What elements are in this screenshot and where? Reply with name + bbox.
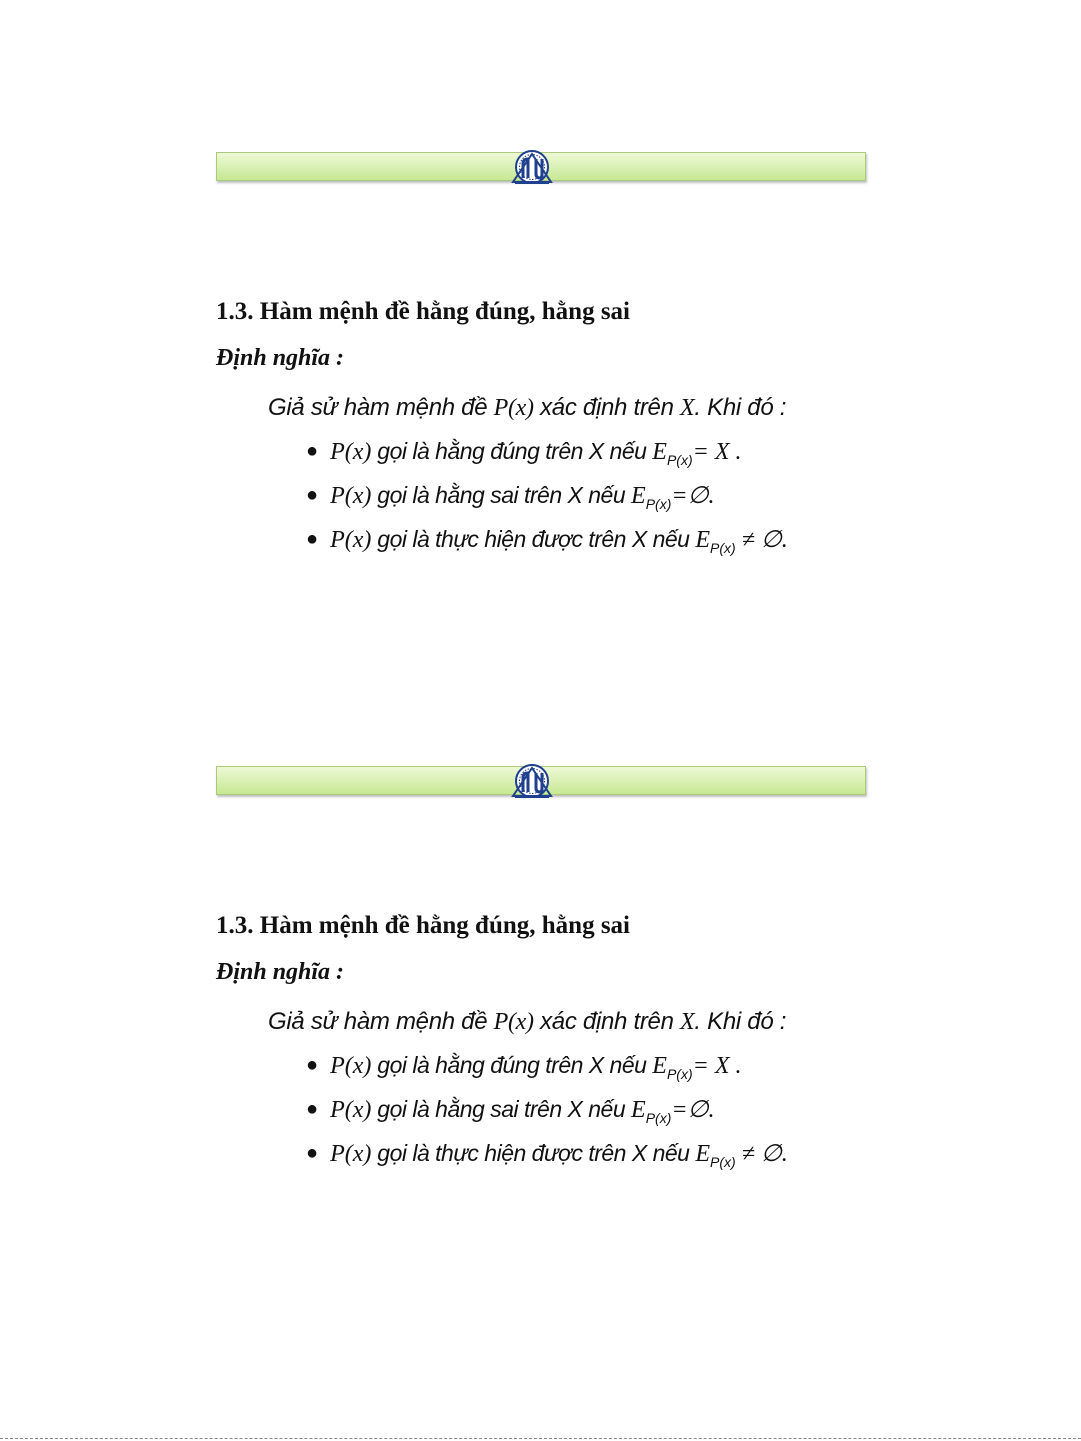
- list-item: [306, 481, 714, 512]
- list-item: [306, 1095, 714, 1126]
- bullet-tail: =∅.: [671, 483, 715, 509]
- bullet-e: E: [631, 1097, 646, 1123]
- bullet-text: gọi là hằng sai trên X nếu: [371, 482, 632, 508]
- bullet-sub: P(x): [710, 539, 736, 556]
- list-item: [306, 1052, 742, 1082]
- bullet-px: P(x): [330, 1053, 372, 1079]
- bullet-dot-icon: ●: [306, 528, 319, 550]
- page-bottom-divider: [0, 1438, 1081, 1439]
- bullet-tail: = X .: [692, 1053, 742, 1079]
- intro-text-c: . Khi đó :: [694, 1008, 787, 1035]
- bullet-dot-icon: ●: [306, 1098, 319, 1120]
- bullet-sub: P(x): [645, 1109, 672, 1126]
- definition-intro: [268, 1008, 786, 1036]
- bullet-e: E: [652, 1053, 667, 1079]
- bullet-text: gọi là thực hiện được trên X nếu: [371, 526, 696, 552]
- intro-x: X: [680, 395, 695, 421]
- bullet-tail: = X .: [692, 439, 742, 465]
- list-item: [306, 438, 742, 468]
- bullet-text: gọi là thực hiện được trên X nếu: [371, 1140, 696, 1166]
- bullet-e: E: [695, 1141, 711, 1167]
- intro-text-a: Giả sử hàm mệnh đề: [268, 394, 494, 421]
- bullet-text: gọi là hằng sai trên X nếu: [371, 1096, 632, 1122]
- bullet-dot-icon: ●: [306, 1142, 319, 1164]
- list-item: [306, 1139, 788, 1170]
- university-logo-icon: [509, 762, 555, 800]
- bullet-e: E: [631, 483, 646, 509]
- bullet-sub: P(x): [666, 1065, 693, 1082]
- bullet-dot-icon: ●: [306, 440, 319, 462]
- bullet-dot-icon: ●: [306, 1054, 319, 1076]
- bullet-dot-icon: ●: [306, 484, 319, 506]
- bullet-tail: =∅.: [671, 1097, 715, 1123]
- bullet-px: P(x): [330, 439, 372, 465]
- bullet-px: P(x): [330, 527, 372, 553]
- intro-text-b: xác định trên: [533, 394, 680, 421]
- bullet-sub: P(x): [666, 451, 693, 468]
- intro-px: P(x): [493, 395, 534, 421]
- intro-px: P(x): [493, 1009, 534, 1035]
- definition-label: Định nghĩa :: [216, 345, 345, 371]
- definition-intro: [268, 394, 786, 422]
- bullet-px: P(x): [330, 1097, 372, 1123]
- university-logo-icon: [509, 148, 555, 186]
- bullet-sub: P(x): [645, 495, 672, 512]
- section-heading: 1.3. Hàm mệnh đề hằng đúng, hằng sai: [216, 912, 631, 939]
- bullet-sub: P(x): [710, 1153, 736, 1170]
- bullet-text: gọi là hằng đúng trên X nếu: [371, 1052, 653, 1078]
- bullet-px: P(x): [330, 1141, 372, 1167]
- intro-text-c: . Khi đó :: [694, 394, 787, 421]
- bullet-e: E: [652, 439, 667, 465]
- intro-text-a: Giả sử hàm mệnh đề: [268, 1008, 494, 1035]
- list-item: [306, 525, 788, 556]
- bullet-text: gọi là hằng đúng trên X nếu: [371, 438, 653, 464]
- bullet-tail: ≠ ∅.: [735, 527, 788, 553]
- intro-text-b: xác định trên: [533, 1008, 680, 1035]
- section-heading: 1.3. Hàm mệnh đề hằng đúng, hằng sai: [216, 298, 631, 325]
- bullet-px: P(x): [330, 483, 372, 509]
- intro-x: X: [680, 1009, 695, 1035]
- bullet-tail: ≠ ∅.: [735, 1141, 788, 1167]
- bullet-e: E: [695, 527, 711, 553]
- definition-label: Định nghĩa :: [216, 959, 345, 985]
